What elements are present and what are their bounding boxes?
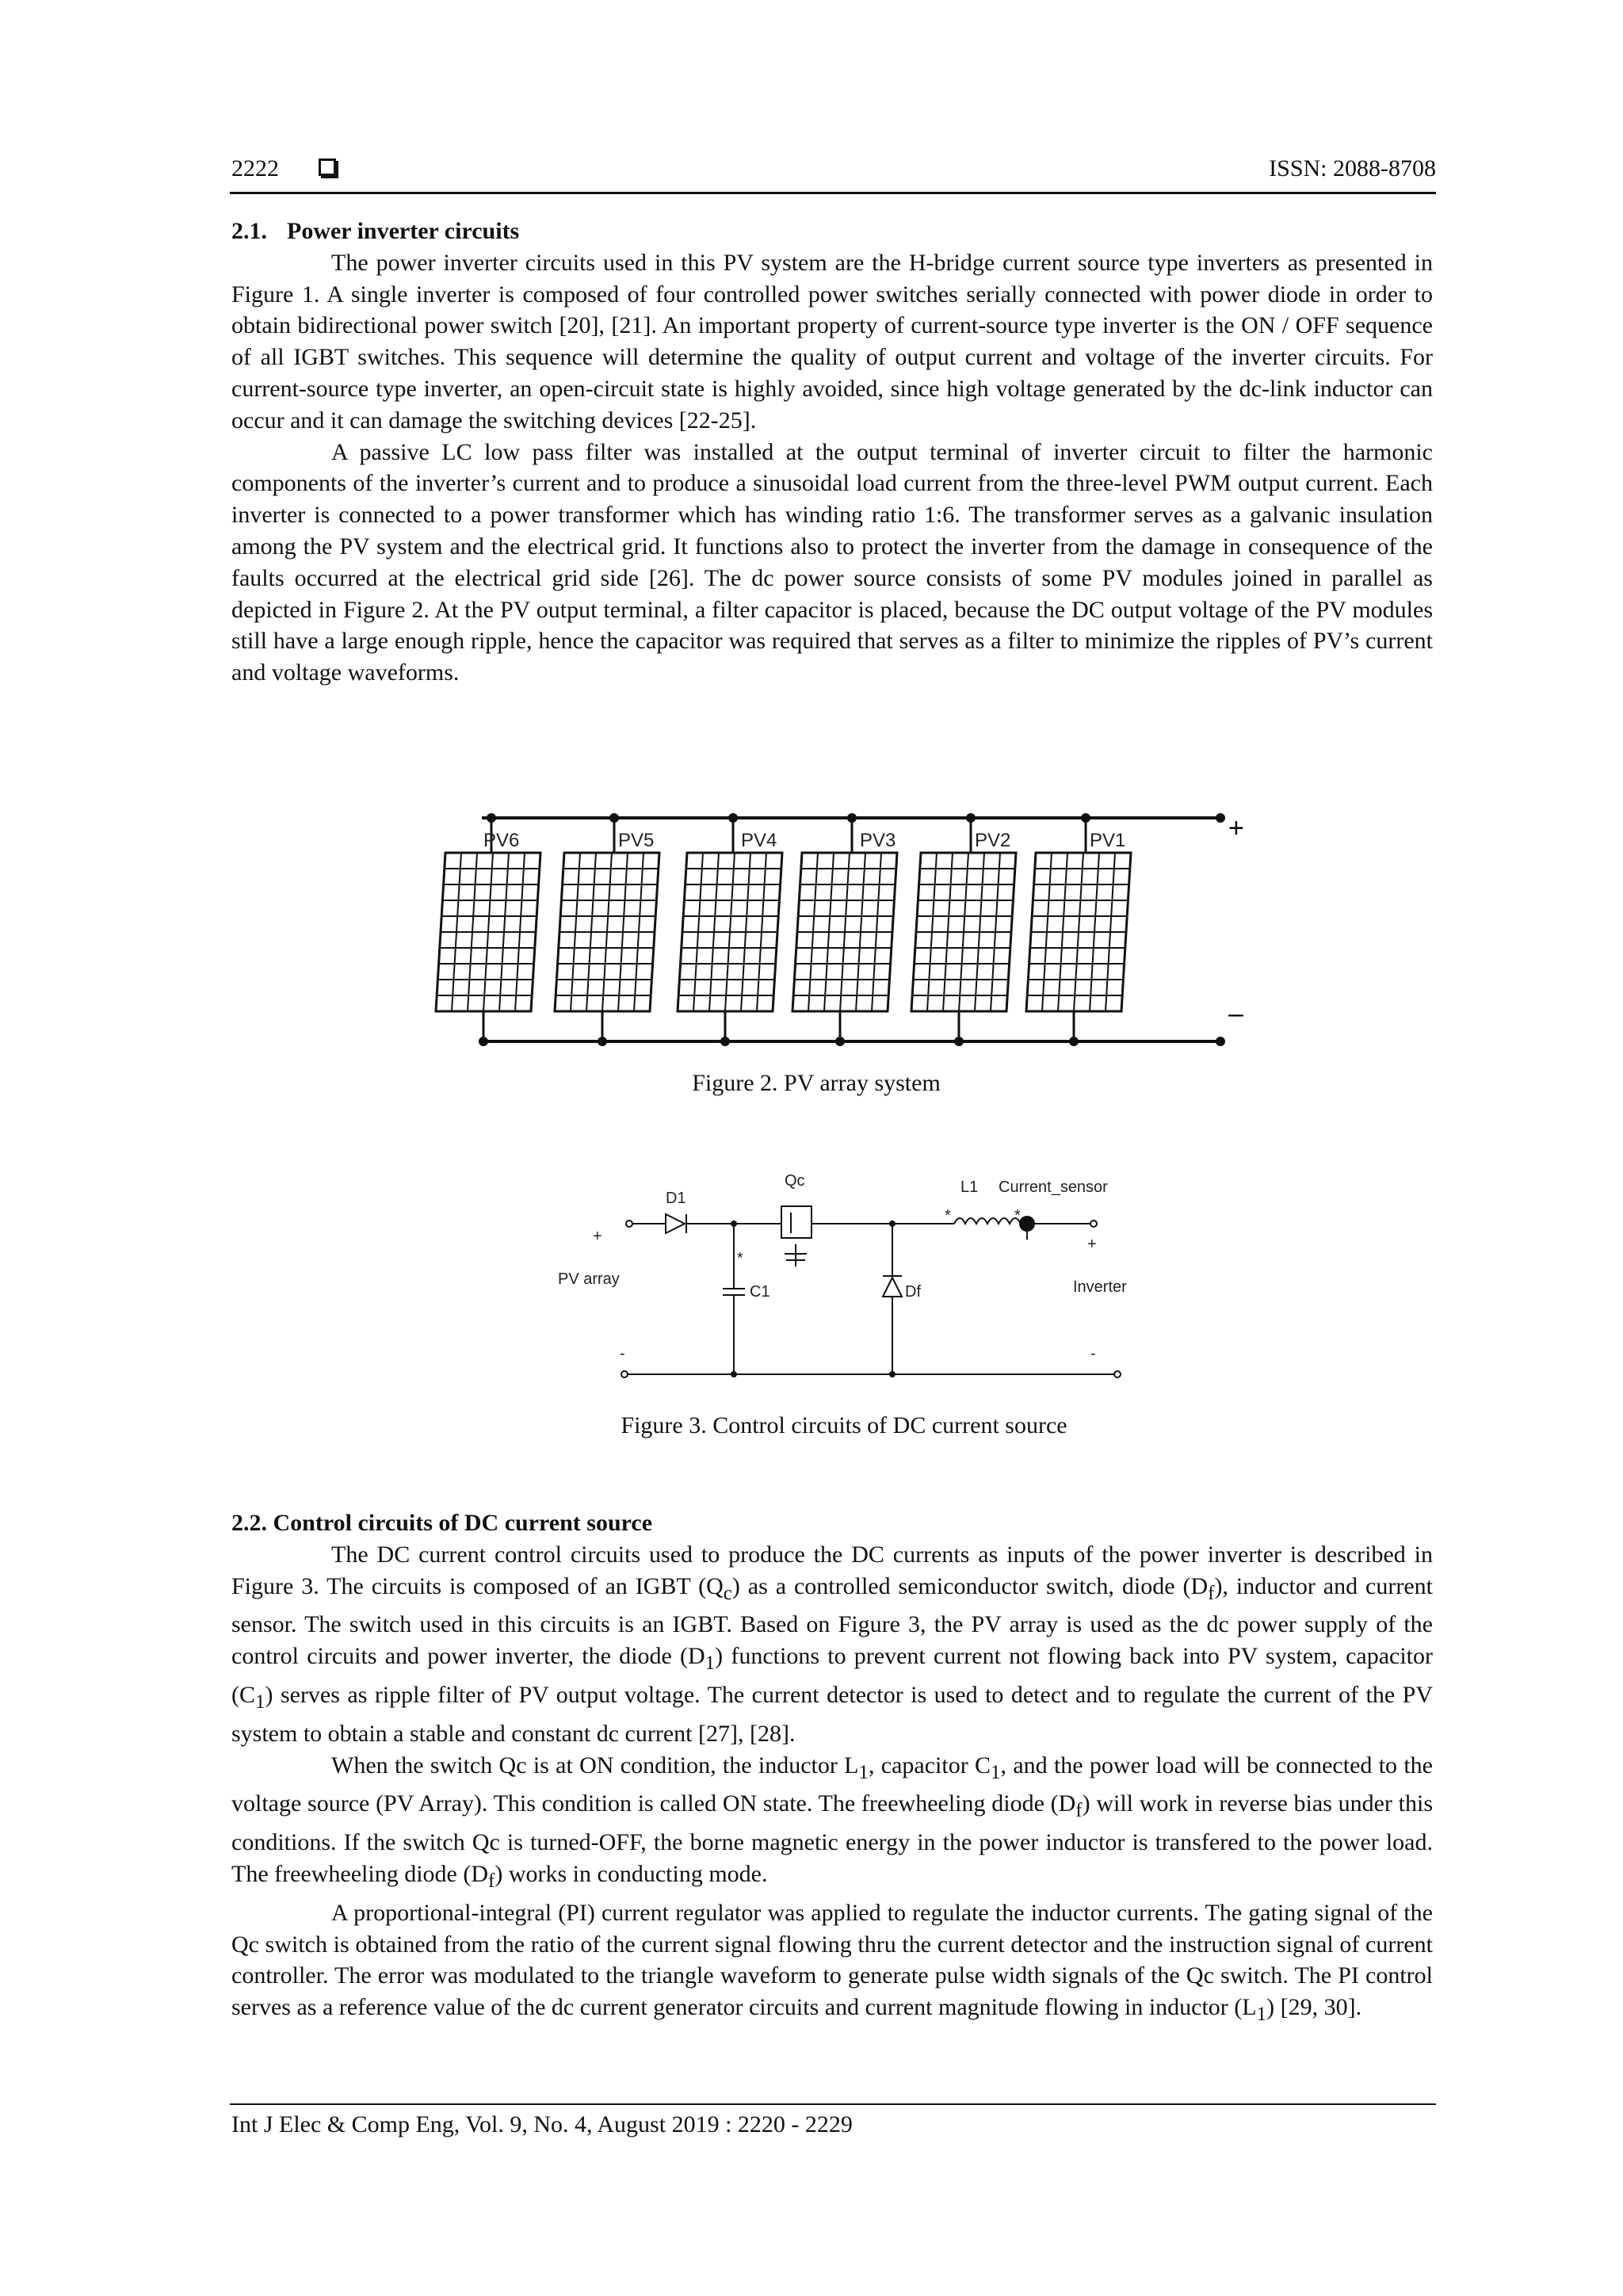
paragraph: A proportional-integral (PI) current regulator was applied to regulate the inductor currents. The gating signal of the Qc switch is obtained from the ratio of the current signal flowing thru the current detector and the instruction signal of current controller. The error was modulated to the triangle waveform to generate pulse width signals of the Qc switch. The PI control serves as a reference value of the dc current generator circuits and current magnitude flowing in inductor $(L_1)$ [29, 30]. xyxy=(231,1899,1433,2026)
section-2-1-heading xyxy=(231,216,1433,247)
l1-polarity-mark-left: * xyxy=(945,1207,951,1224)
paragraph: The DC current control circuits used to produce the DC currents as inputs of the power inverter is described in Figure 3. The circuits is composed of an IGBT $(Q_c)$ as a controlled semiconductor switch, diode $(D_f)$, inductor and current sensor. The switch used in this circuits is an IGBT. Based on Figure 3, the PV array is used as the dc power supply of the control circuits and power inverter, the diode $(D_1)$ functions to prevent current not flowing back into PV system, capacitor $(C_1)$ serves as ripple filter of PV output voltage. The current detector is used to detect and to regulate the current of the PV system to obtain a stable and constant dc current [27], [28]. xyxy=(231,1541,1433,1747)
c1-polarity-mark: * xyxy=(737,1250,743,1267)
header-box-icon xyxy=(319,159,336,176)
plus-terminal: + xyxy=(1228,813,1244,843)
qc-label: Qc xyxy=(785,1172,805,1190)
section-title: Control circuits of DC current source xyxy=(273,1510,653,1536)
header-rule xyxy=(230,192,1436,194)
inverter-minus-label: - xyxy=(1090,1345,1096,1362)
pv-plus-label: + xyxy=(593,1228,602,1245)
section-2-2 xyxy=(231,1507,1433,2030)
paragraph: When the switch Qc is at ON condition, the inductor $L_1$, capacitor $C_1$, and the power load will be connected to the voltage source (PV Array). This condition is called ON state. The freewheeling diode $(D_f)$ will work in reverse bias under this conditions. If the switch Qc is turned-OFF, the borne magnetic energy in the power inductor is transfered to the power load. The freewheeling diode $(D_f)$ works in conducting mode. xyxy=(231,1752,1434,1892)
issn: ISSN: 2088-8708 xyxy=(1269,155,1436,181)
d1-label: D1 xyxy=(666,1190,686,1207)
figure-2-caption: Figure 2. PV array system xyxy=(692,1070,941,1096)
pv-panel-label: PV6 xyxy=(483,830,520,851)
current-sensor-label: Current_sensor xyxy=(999,1179,1108,1196)
pv-panel xyxy=(678,813,782,1046)
pv-panel xyxy=(911,813,1016,1046)
pv-panel xyxy=(555,813,659,1046)
footer-citation: Int J Elec & Comp Eng, Vol. 9, No. 4, August 2019 : 2220 - 2229 xyxy=(231,2111,853,2137)
section-2-1 xyxy=(231,216,1433,689)
footer-rule xyxy=(230,2103,1436,2105)
section-number: 2.2. xyxy=(231,1510,267,1536)
pv-panel-label: PV5 xyxy=(618,830,655,851)
page-number: 2222 xyxy=(231,155,279,181)
section-title: Power inverter circuits xyxy=(287,218,520,244)
pv-panel xyxy=(1026,813,1131,1046)
minus-terminal: – xyxy=(1228,999,1243,1029)
paragraph: The power inverter circuits used in this PV system are the H-bridge current source type inverters as presented in Figure 1. A single inverter is composed of four controlled power switches serially connected with power diode in order to obtain bidirectional power switch [20], [21]. An important property of current-source type inverter is the ON / OFF sequence of all IGBT switches. This sequence will determine the quality of output current and voltage of the inverter circuits. For current-source type inverter, an open-circuit state is highly avoided, since high voltage generated by the dc-link inductor can occur and it can damage the switching devices [22-25]. xyxy=(231,249,1433,434)
pv-panel-label: PV1 xyxy=(1090,830,1126,851)
pv-panel-label: PV4 xyxy=(741,830,777,851)
pv-panel-label: PV3 xyxy=(860,830,896,851)
pv-array-figure xyxy=(412,800,1300,1054)
l1-polarity-mark-right: * xyxy=(1014,1207,1021,1224)
l1-label: L1 xyxy=(960,1179,979,1196)
c1-label: C1 xyxy=(750,1283,770,1301)
pv-panel xyxy=(436,813,540,1046)
pv-panel-label: PV2 xyxy=(975,830,1011,851)
inverter-plus-label: + xyxy=(1087,1236,1097,1253)
section-2-2-heading xyxy=(231,1507,1433,1539)
pv-panel xyxy=(792,813,897,1046)
figure-3-caption: Figure 3. Control circuits of DC current source xyxy=(621,1412,1067,1438)
section-number: 2.1. xyxy=(231,218,267,244)
pv-minus-label: - xyxy=(620,1345,625,1362)
paragraph: A passive LC low pass filter was installed at the output terminal of inverter circuit to filter the harmonic components of the inverter’s current and to produce a sinusoidal load current from the three-level PWM output current. Each inverter is connected to a power transformer which has winding ratio 1:6. The transformer serves as a galvanic insulation among the PV system and the electrical grid. It functions also to protect the inverter from the damage in consequence of the faults occurred at the electrical grid side [26]. The dc power source consists of some PV modules joined in parallel as depicted in Figure 2. At the PV output terminal, a filter capacitor is placed, because the DC output voltage of the PV modules still have a large enough ripple, hence the capacitor was required that serves as a filter to minimize the ripples of PV’s current and voltage waveforms. xyxy=(231,438,1433,686)
control-circuit-figure xyxy=(547,1165,1149,1387)
pv-array-label: PV array xyxy=(558,1270,620,1288)
inverter-label: Inverter xyxy=(1073,1278,1127,1296)
df-label: Df xyxy=(905,1283,921,1301)
